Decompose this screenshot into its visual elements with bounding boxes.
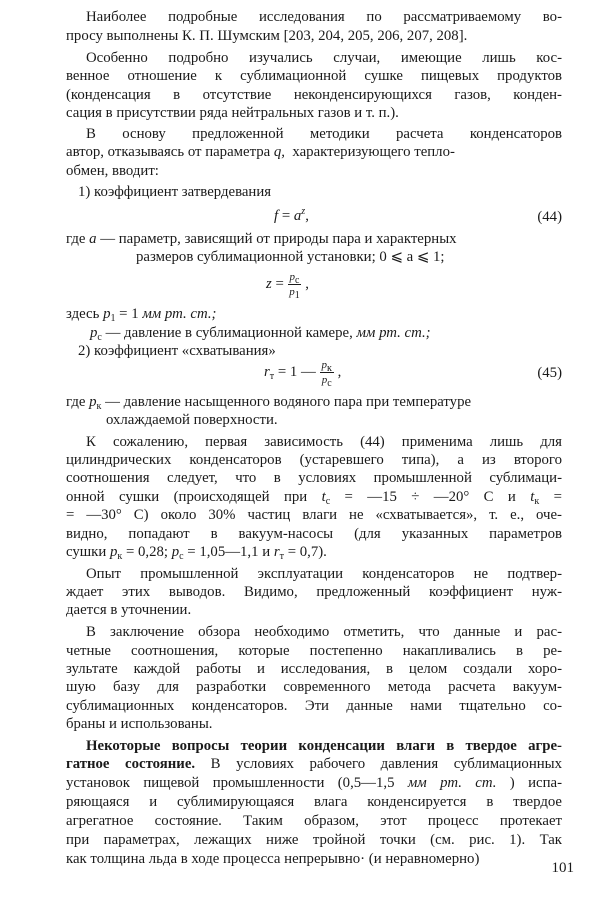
equation-z: z = $\frac{p_c}{p_1}$ ,	[266, 271, 309, 302]
text-line: как толщина льда в ходе процесса непрерывно· (и неравномерно)	[66, 851, 480, 868]
section-heading: Некоторые вопросы теории конденсации влаги в твердое агре-	[86, 737, 562, 754]
list-item: 1) коэффициент затвердевания	[78, 183, 272, 200]
equation-number: (45)	[537, 364, 562, 381]
text-line: охлаждаемой поверхности.	[106, 411, 278, 428]
equation-45: $r_т = 1$ — $\frac{p_к}{p_c}$ ,	[264, 358, 342, 389]
text-line: $p_c$ — давление в сублимационной камере, мм рт. ст.;	[90, 324, 431, 343]
text-line: зультате каждой работы и исследования, в целом создали хоро-	[66, 661, 562, 677]
text-line: просу выполнены К. П. Шумским [203, 204, 205, 206, 207, 208].	[66, 28, 468, 45]
text-line: ждает этих выводов. Видимо, предложенный коэффициент нуж-	[66, 584, 562, 601]
text-line: В заключение обзора необходимо отметить, что данные и рас-	[86, 624, 562, 641]
text-line: при параметрах, лежащих ниже тройной точки (см. рис. 1). Так	[66, 832, 562, 849]
text-line: гатное состояние. В условиях рабочего давления сублимационных	[66, 756, 562, 773]
text-line: автор, отказываясь от параметра q, характеризующего тепло-	[66, 144, 455, 161]
text-line: агрегатное состояние. Таким образом, этот процесс протекает	[66, 813, 562, 830]
text-line: В основу предложенной методики расчета конденсаторов	[86, 126, 562, 143]
text-line: = —30° С) около 30% частиц влаги не «схватывается», т. е., оче-	[66, 507, 562, 524]
list-item: 2) коэффициент «схватывания»	[78, 342, 276, 359]
text-line: установок пищевой промышленности (0,5—1,5 мм рт. ст. ) испа-	[66, 775, 563, 792]
equation-number: (44)	[537, 209, 562, 226]
text-line: К сожалению, первая зависимость (44) применима лишь для	[86, 433, 562, 450]
text-line: где $p_к$ — давление насыщенного водяного пара при температуре	[66, 393, 472, 412]
text-line: шую базу для разработки современного метода расчета вакуум-	[66, 679, 562, 696]
text-line: браны и использованы.	[66, 716, 213, 733]
text-line: размеров сублимационной установки; 0 ⩽ a ⩽ 1;	[136, 249, 445, 266]
page-number: 101	[551, 860, 574, 876]
text-line: (конденсация в отсутствие неконденсирующихся газов, конден-	[66, 86, 562, 103]
text-line: где a — параметр, зависящий от природы пара и характерных	[66, 230, 457, 247]
text-line: сублимационных конденсаторов. Эти данные нами тщательно со-	[66, 697, 562, 714]
text-line: сация в присутствии ряда нейтральных газов и т. п.).	[66, 105, 399, 122]
q-symbol: q,	[273, 144, 285, 161]
text-line: Особенно подробно изучались случаи, имеющие лишь кос-	[86, 50, 562, 67]
text-line: Опыт промышленной эксплуатации конденсаторов не подтвер-	[86, 565, 562, 582]
text-line: венное отношение к сублимационной сушке пищевых продуктов	[66, 68, 562, 85]
text-line: онной сушки (происходящей при $t_c$ = —15 ÷ —20° С и $t_к$ =	[66, 488, 562, 507]
text-line: ряющаяся и сублимирующаяся влага конденсируется в твердое	[66, 794, 562, 811]
text-line: четные соотношения, которые постепенно накапливались в ре-	[66, 642, 562, 659]
text-line: обмен, вводит:	[66, 162, 159, 179]
text-line: видно, попадают в вакуум-насосы (для указанных параметров	[66, 525, 562, 542]
text-line: сушки $p_к = 0,28$; $p_c$ = 1,05—1,1 и $r_т = 0,7$).	[66, 543, 327, 562]
text-line: соотношения следует, что в условиях промышленной сублимаци-	[66, 470, 562, 487]
text-line: дается в уточнении.	[66, 602, 192, 619]
text-line: цилиндрических конденсаторов (устаревшего типа), а из второго	[66, 452, 562, 469]
text-line: здесь $p_1 = 1$ мм рт. ст.;	[66, 306, 217, 325]
text-line: Наиболее подробные исследования по рассматриваемому во-	[86, 9, 562, 25]
equation-44: $f = a^z$,	[274, 206, 309, 225]
